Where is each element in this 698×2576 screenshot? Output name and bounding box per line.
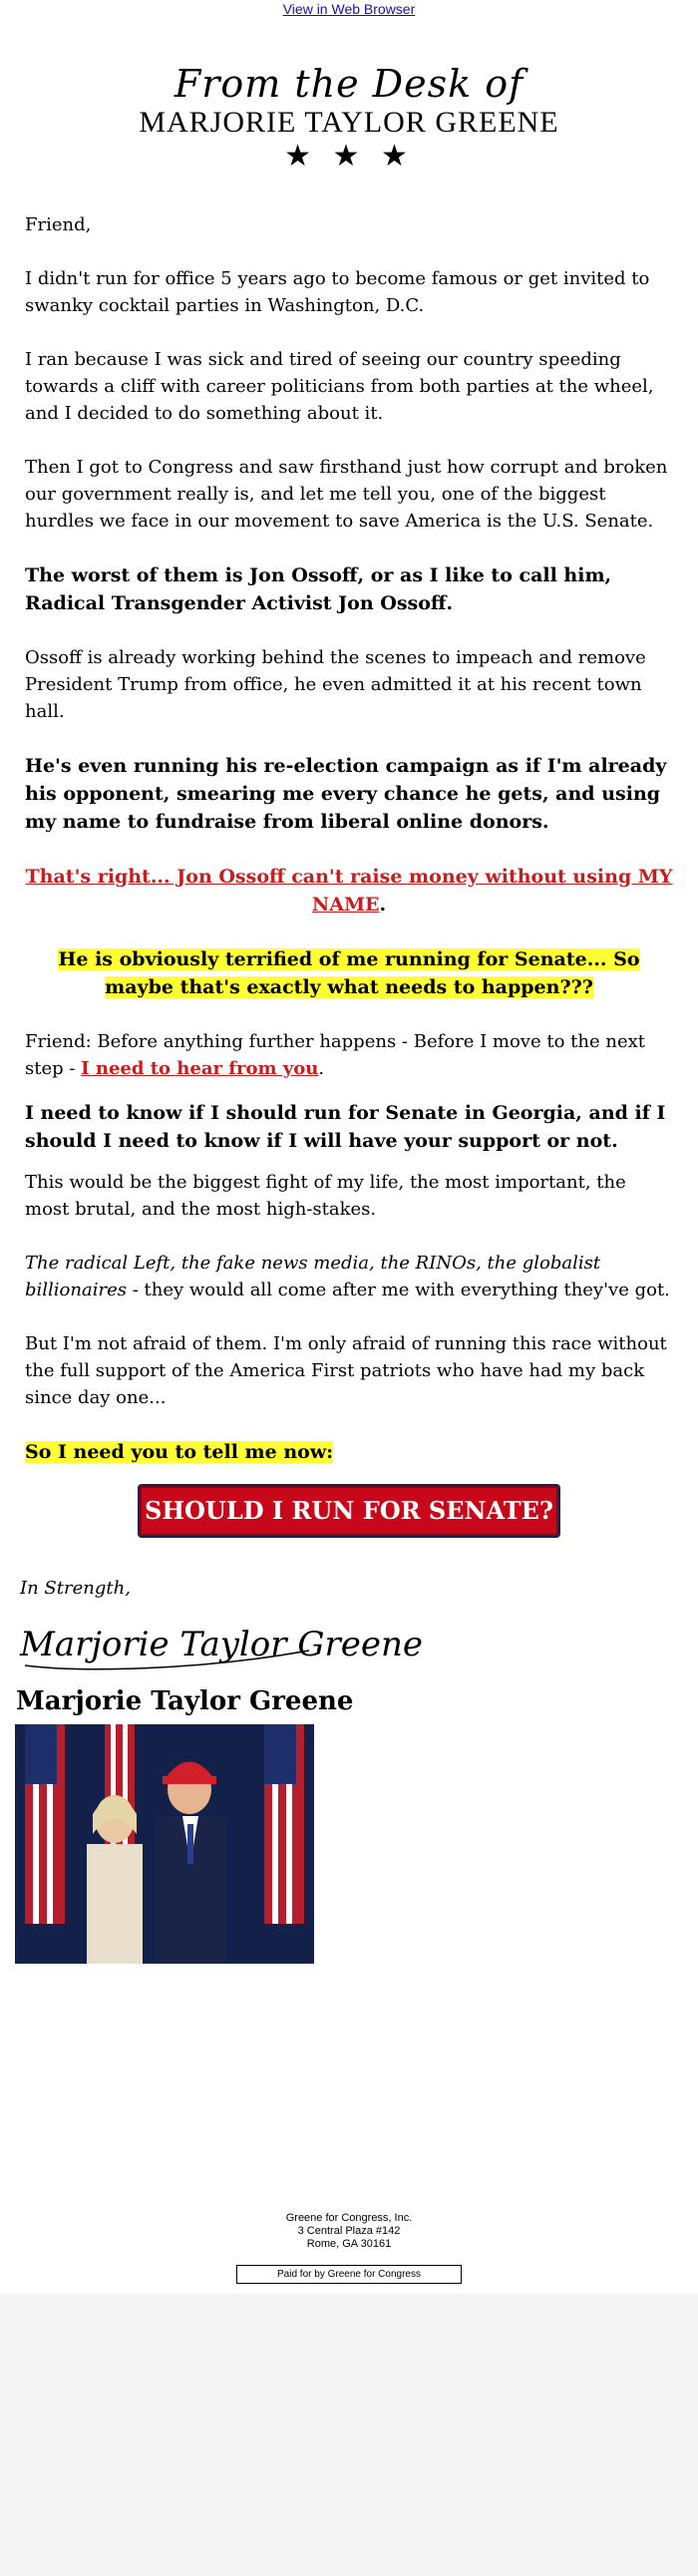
footer-address-1: 3 Central Plaza #142 [297,2225,401,2237]
letterhead [0,62,698,174]
letterhead-script-line: From the Desk of [174,62,524,106]
photo-greene-trump [15,1724,314,1964]
paragraph-1: I didn't run for office 5 years ago to become famous or get invited to swanky cocktail parties in Washington, D.C. [25,268,650,316]
highlighted-text: He is obviously terrified of me running for Senate... So maybe that's exactly what needs to happen??? [58,948,640,998]
paragraph-4: The worst of them is Jon Ossoff, or as I like to call him, Radical Transgender Activist Jon Ossoff. [25,564,612,614]
ossoff-name-link[interactable]: That's right... Jon Ossoff can't raise money without using MY NAME [25,866,673,916]
cta-wrapper [0,1484,698,1538]
paragraph-7 [25,863,673,919]
paragraph-9 [25,1028,673,1082]
paragraph-2: I ran because I was sick and tired of seeing our country speeding towards a cliff with career politicians from both parties at the wheel, and I decided to do something about it. [25,349,654,424]
run-for-senate-button[interactable]: SHOULD I RUN FOR SENATE? [138,1484,560,1538]
signoff [0,1578,698,1964]
star-icons: ★ ★ ★ [284,139,414,174]
view-in-browser-bar [0,0,698,18]
letterhead-name: MARJORIE TAYLOR GREENE [139,106,559,139]
paragraph-9-end: . [318,1058,325,1079]
closing: In Strength, [20,1578,131,1599]
signature-image [20,1611,698,1680]
signature-text: Marjorie Taylor Greene [20,1625,423,1664]
highlighted-ask: So I need you to tell me now: [25,1441,334,1463]
paragraph-3: Then I got to Congress and saw firsthand just how corrupt and broken our government really is, and let me tell you, one of the biggest hurdles we face in our movement to save America is the U.S. Senate. [25,457,668,532]
photo-illustration [15,1724,314,1964]
paragraph-9-start: Friend: Before anything further happens - Before I move to the next step - [25,1031,645,1079]
paragraph-12-italic: The radical Left, the fake news media, the RINOs, the globalist billionaires [25,1253,601,1300]
footer-address-2: Rome, GA 30161 [306,2238,392,2250]
paragraph-8 [25,945,673,1001]
paragraph-13: But I'm not afraid of them. I'm only afraid of running this race without the full support of the America First patriots who have had my back since day one... [25,1333,667,1408]
view-in-browser-link[interactable]: View in Web Browser [282,1,416,17]
greeting: Friend, [25,214,92,235]
paragraph-14 [25,1438,673,1466]
letter-body [0,211,698,1466]
hear-from-you-link[interactable]: I need to hear from you [81,1058,319,1079]
paragraph-10: I need to know if I should run for Senate in Georgia, and if I should I need to know if I will have your support or not. [25,1102,666,1152]
signer-name: Marjorie Taylor Greene [16,1686,354,1716]
paragraph-6: He's even running his re-election campaign as if I'm already his opponent, smearing me every chance he gets, and using my name to fundraise from liberal online donors. [25,755,667,833]
footer-org: Greene for Congress, Inc. [285,2212,413,2224]
paragraph-5: Ossoff is already working behind the scenes to impeach and remove President Trump from office, he even admitted it at his recent town hall. [25,647,646,722]
paid-for-disclaimer: Paid for by Greene for Congress [236,2265,462,2284]
paragraph-12 [25,1250,673,1303]
paragraph-7-end: . [379,894,387,916]
paragraph-12-rest: - they would all come after me with everything they've got. [126,1280,670,1300]
paragraph-11: This would be the biggest fight of my life, the most important, the most brutal, and the most high-stakes. [25,1172,626,1220]
signature-svg [20,1611,423,1680]
footer [0,2212,698,2284]
